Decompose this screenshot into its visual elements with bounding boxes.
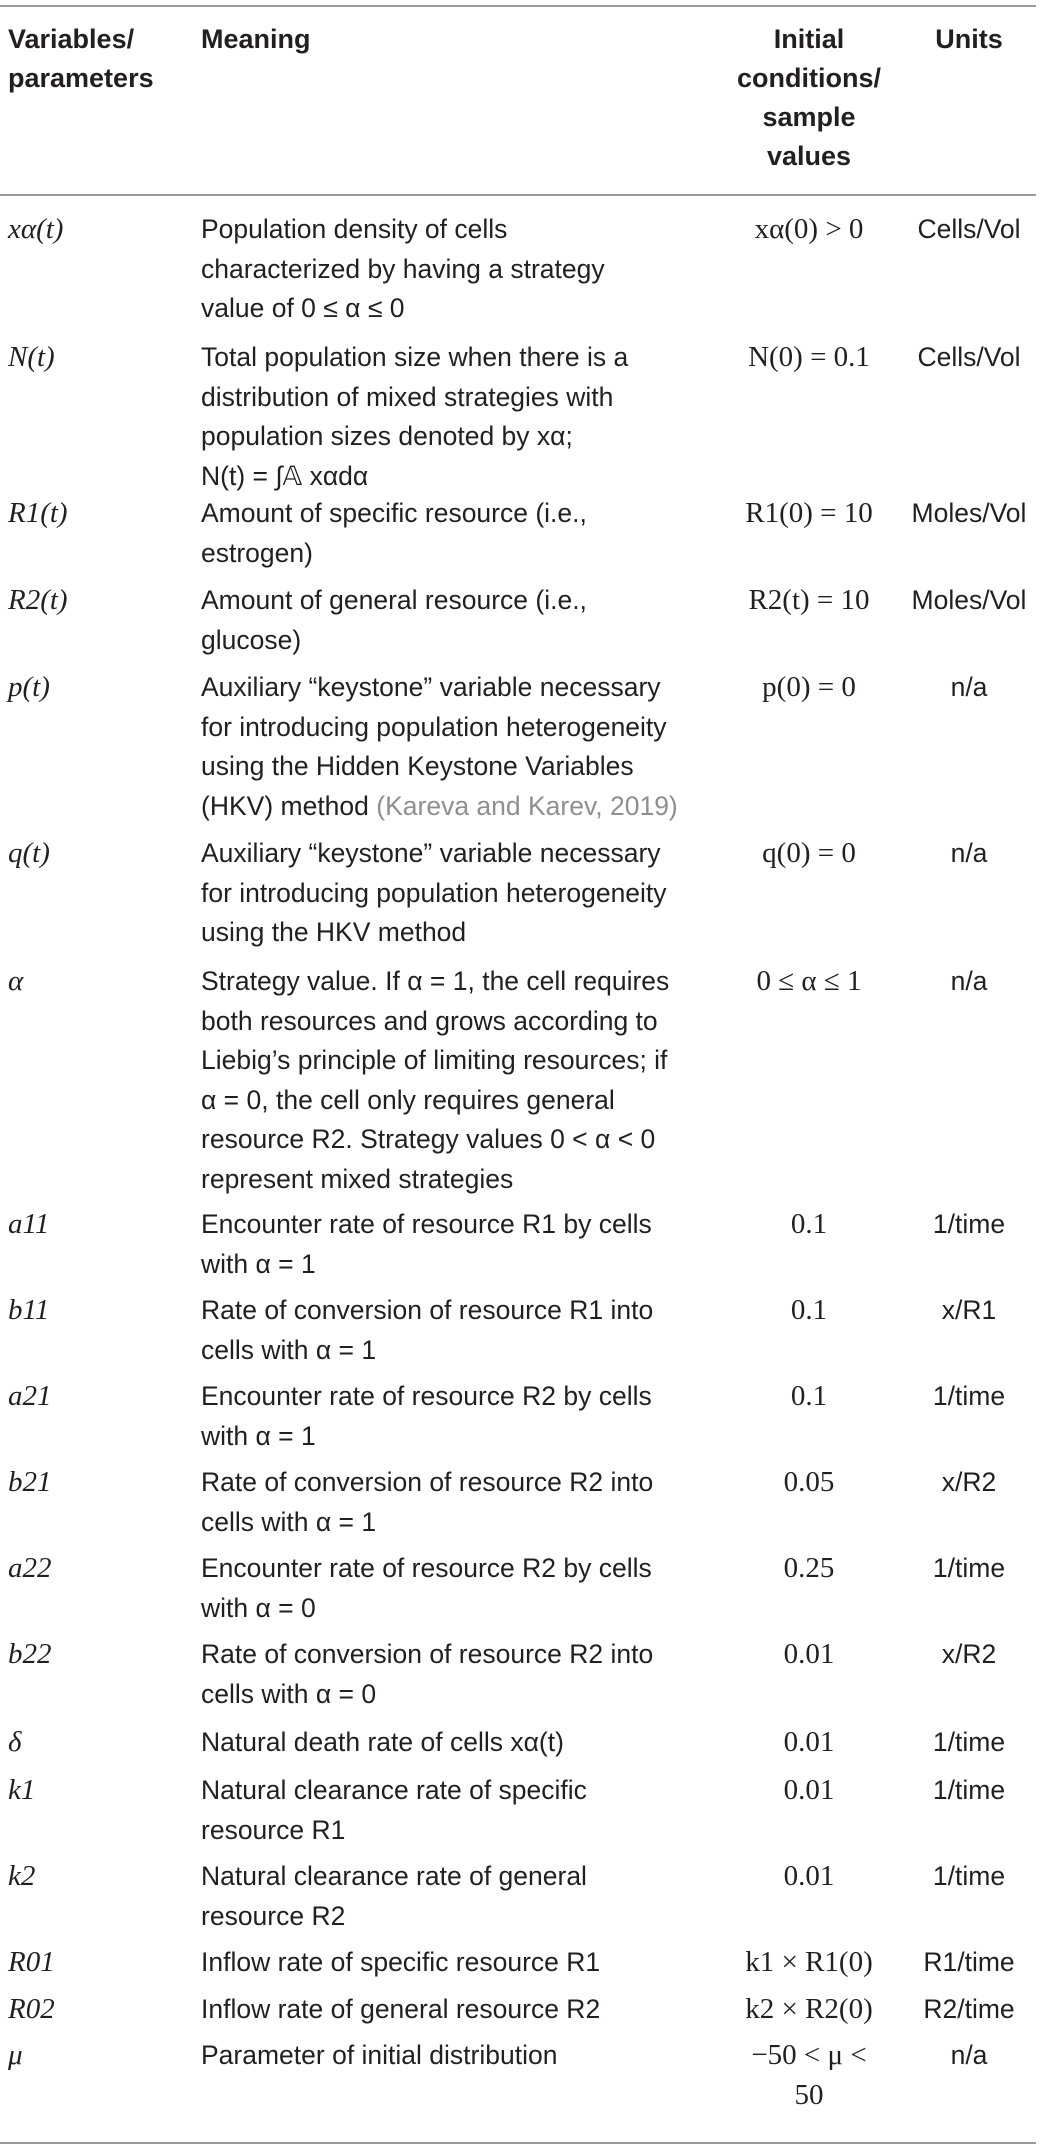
variable-meaning: Encounter rate of resource R1 by cells with α = 1 <box>201 1209 652 1279</box>
variable-meaning: Total population size when there is a distribution of mixed strategies with population sizes denoted by xα; N(t) = ∫𝔸 xαdα <box>201 342 629 491</box>
header-variables: Variables/ parameters <box>8 24 154 93</box>
variable-meaning: Rate of conversion of resource R1 into cells with α = 1 <box>201 1295 654 1365</box>
units-value: n/a <box>950 966 988 996</box>
variable-symbol: R1(t) <box>8 497 68 529</box>
units-value: 1/time <box>932 1775 1006 1805</box>
units-value: 1/time <box>932 1381 1006 1411</box>
initial-value: q(0) = 0 <box>762 837 856 869</box>
units-value: x/R2 <box>941 1467 997 1497</box>
variable-symbol: b21 <box>8 1466 52 1498</box>
variable-symbol: k1 <box>8 1774 36 1806</box>
header-meaning: Meaning <box>201 24 311 54</box>
units-value: x/R2 <box>941 1639 997 1669</box>
units-value: x/R1 <box>941 1295 997 1325</box>
variable-meaning: Natural death rate of cells xα(t) <box>201 1727 564 1757</box>
variable-meaning: Auxiliary “keystone” variable necessary for introducing population heterogeneity using the HKV method <box>201 838 667 947</box>
initial-value: 0.01 <box>783 1726 835 1758</box>
initial-value: −50 < μ < 50 <box>751 2039 867 2111</box>
initial-value: k2 × R2(0) <box>745 1993 873 2025</box>
citation-link[interactable]: (Kareva and Karev, 2019) <box>376 790 678 821</box>
variable-meaning: Encounter rate of resource R2 by cells with α = 0 <box>201 1553 652 1623</box>
initial-value: 0.05 <box>783 1466 835 1498</box>
variable-symbol: p(t) <box>8 671 50 703</box>
initial-value: 0.01 <box>783 1638 835 1670</box>
variable-symbol: N(t) <box>8 341 55 373</box>
units-value: Cells/Vol <box>917 342 1021 372</box>
table-bottom-rule <box>0 2142 1036 2144</box>
initial-value: 0.01 <box>783 1860 835 1892</box>
initial-value: 0.1 <box>790 1294 828 1326</box>
variable-symbol: μ <box>8 2039 23 2071</box>
variable-symbol: k2 <box>8 1860 36 1892</box>
variable-meaning: Auxiliary “keystone” variable necessary for introducing population heterogeneity using the Hidden Keystone Variables (HKV) method (Kareva and Karev, 2019) <box>201 672 678 821</box>
initial-value: 0.25 <box>783 1552 835 1584</box>
variable-symbol: a22 <box>8 1552 52 1584</box>
header-units: Units <box>935 24 1003 54</box>
variable-symbol: b22 <box>8 1638 52 1670</box>
initial-value: 0.01 <box>783 1774 835 1806</box>
units-value: Cells/Vol <box>917 214 1021 244</box>
variable-meaning: Population density of cells characterized by having a strategy value of 0 ≤ α ≤ 0 <box>201 214 605 323</box>
variable-meaning: Amount of specific resource (i.e., estrogen) <box>201 498 587 568</box>
variable-meaning: Encounter rate of resource R2 by cells with α = 1 <box>201 1381 652 1451</box>
variable-symbol: b11 <box>8 1294 50 1326</box>
variable-meaning: Rate of conversion of resource R2 into cells with α = 0 <box>201 1639 654 1709</box>
units-value: 1/time <box>932 1209 1006 1239</box>
variable-meaning: Inflow rate of specific resource R1 <box>201 1947 601 1977</box>
variable-symbol: xα(t) <box>8 213 64 245</box>
table-top-rule <box>0 5 1036 7</box>
initial-value: p(0) = 0 <box>762 671 856 703</box>
variable-symbol: α <box>8 965 24 997</box>
initial-value: xα(0) > 0 <box>754 213 864 245</box>
initial-value: 0.1 <box>790 1380 828 1412</box>
variable-meaning: Natural clearance rate of specific resource R1 <box>201 1775 587 1845</box>
initial-value: 0.1 <box>790 1208 828 1240</box>
variable-meaning: Strategy value. If α = 1, the cell requires both resources and grows according to Liebig’s principle of limiting resources; if α = 0, the cell only requires general resource R2. Strategy values 0 < α < 0 represent mixed strategies <box>201 966 670 1194</box>
initial-value: N(0) = 0.1 <box>748 341 870 373</box>
units-value: Moles/Vol <box>911 498 1027 528</box>
initial-value: R2(t) = 10 <box>748 584 870 616</box>
units-value: 1/time <box>932 1553 1006 1583</box>
variable-meaning: Inflow rate of general resource R2 <box>201 1994 601 2024</box>
variable-meaning: Amount of general resource (i.e., glucose) <box>201 585 587 655</box>
variable-symbol: q(t) <box>8 837 50 869</box>
units-value: n/a <box>950 838 988 868</box>
units-value: R2/time <box>923 1994 1015 2024</box>
variable-symbol: δ <box>8 1726 22 1758</box>
initial-value: 0 ≤ α ≤ 1 <box>756 965 862 997</box>
header-rule <box>0 194 1036 196</box>
variable-meaning: Parameter of initial distribution <box>201 2040 558 2070</box>
variable-symbol: a11 <box>8 1208 50 1240</box>
header-initial-values: Initial conditions/ sample values <box>737 24 881 171</box>
variable-symbol: a21 <box>8 1380 52 1412</box>
variable-meaning: Rate of conversion of resource R2 into cells with α = 1 <box>201 1467 654 1537</box>
initial-value: R1(0) = 10 <box>745 497 873 529</box>
variable-symbol: R2(t) <box>8 584 68 616</box>
units-value: 1/time <box>932 1861 1006 1891</box>
units-value: n/a <box>950 2040 988 2070</box>
variable-meaning: Natural clearance rate of general resource R2 <box>201 1861 587 1931</box>
units-value: Moles/Vol <box>911 585 1027 615</box>
units-value: 1/time <box>932 1727 1006 1757</box>
units-value: R1/time <box>923 1947 1015 1977</box>
variable-symbol: R01 <box>8 1946 55 1978</box>
variable-symbol: R02 <box>8 1993 55 2025</box>
initial-value: k1 × R1(0) <box>745 1946 873 1978</box>
units-value: n/a <box>950 672 988 702</box>
